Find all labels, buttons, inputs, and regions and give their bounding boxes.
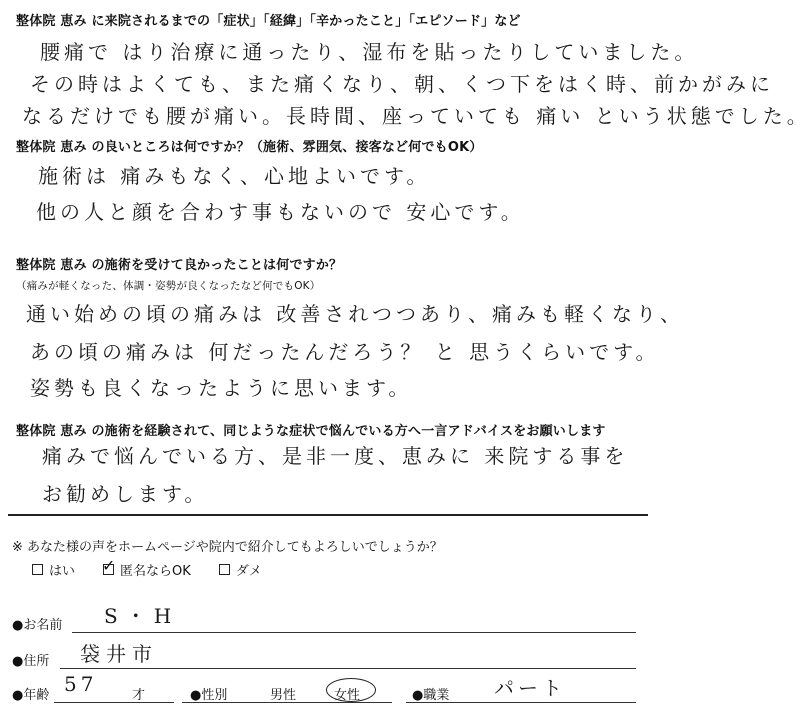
age-unit: 才 <box>132 688 146 703</box>
job-underline <box>406 702 636 703</box>
job-label: ●職業 <box>412 688 450 703</box>
address-label: ●住所 <box>12 654 50 669</box>
gender-female[interactable]: 女性 <box>334 688 361 703</box>
age-underline <box>54 702 174 703</box>
checkbox-checked[interactable] <box>102 556 116 575</box>
answer-line: あの頃の痛みは 何だったんだろう？ と 思うくらいです。 <box>30 340 660 364</box>
consent-option-yes[interactable] <box>32 560 75 579</box>
check-mark-icon: ✓ <box>102 556 116 575</box>
answer-line: 通い始めの頃の痛みは 改善されつつあり、痛みも軽くなり、 <box>26 302 684 326</box>
age-value: 57 <box>64 672 98 696</box>
question-symptoms: 整体院 恵み に来院されるまでの「症状」「経緯」「辛かったこと」「エピソード」など <box>16 14 521 29</box>
gender-underline <box>182 702 392 703</box>
name-label: ●お名前 <box>12 618 63 633</box>
name-value: S・H <box>104 604 180 628</box>
answer-line: その時はよくても、また痛くなり、朝、くつ下をはく時、前かがみに <box>30 72 774 96</box>
consent-question: ※ あなた様の声をホームページや院内で紹介してもよろしいでしょうか？ <box>12 540 443 555</box>
question-benefits: 整体院 恵み の施術を受けて良かったことは何ですか？ <box>16 258 343 273</box>
answer-line: 他の人と顔を合わす事もないので 安心です。 <box>36 200 525 224</box>
question-good-points: 整体院 恵み の良いところは何ですか？（施術、雰囲気、接客など何でもOK） <box>16 140 483 155</box>
gender-label: ●性別 <box>190 688 228 703</box>
age-label: ●年齢 <box>12 688 50 703</box>
section-divider <box>8 514 648 516</box>
answer-line: 痛みで悩んでいる方、是非一度、恵みに 来院する事を <box>42 444 629 468</box>
answer-line: 腰痛で はり治療に通ったり、湿布を貼ったりしていました。 <box>40 40 699 64</box>
question-benefits-sub: （痛みが軽くなった、体調・姿勢が良くなったなど何でもOK） <box>16 280 321 292</box>
address-underline <box>60 668 636 669</box>
answer-line: お勧めします。 <box>42 482 209 506</box>
name-underline <box>72 632 636 633</box>
answer-line: 姿勢も良くなったように思います。 <box>30 376 413 400</box>
consent-options <box>32 556 262 579</box>
address-value: 袋井市 <box>80 642 158 666</box>
consent-option-anonymous[interactable] <box>102 556 191 579</box>
question-advice: 整体院 恵み の施術を経験されて、同じような症状で悩んでいる方へ一言アドバイスをお願いします <box>16 424 606 439</box>
gender-male[interactable]: 男性 <box>270 688 297 703</box>
consent-option-no[interactable] <box>219 560 262 579</box>
option-label: ダメ <box>235 564 262 579</box>
answer-line: 施術は 痛みもなく、心地よいです。 <box>38 164 431 188</box>
option-label: 匿名ならOK <box>120 564 191 579</box>
job-value: パート <box>494 676 566 700</box>
answer-line: なるだけでも腰が痛い。長時間、座っていても 痛い という状態でした。 <box>22 104 811 128</box>
option-label: はい <box>49 564 76 579</box>
checkbox[interactable] <box>219 564 230 575</box>
checkbox[interactable] <box>32 564 43 575</box>
